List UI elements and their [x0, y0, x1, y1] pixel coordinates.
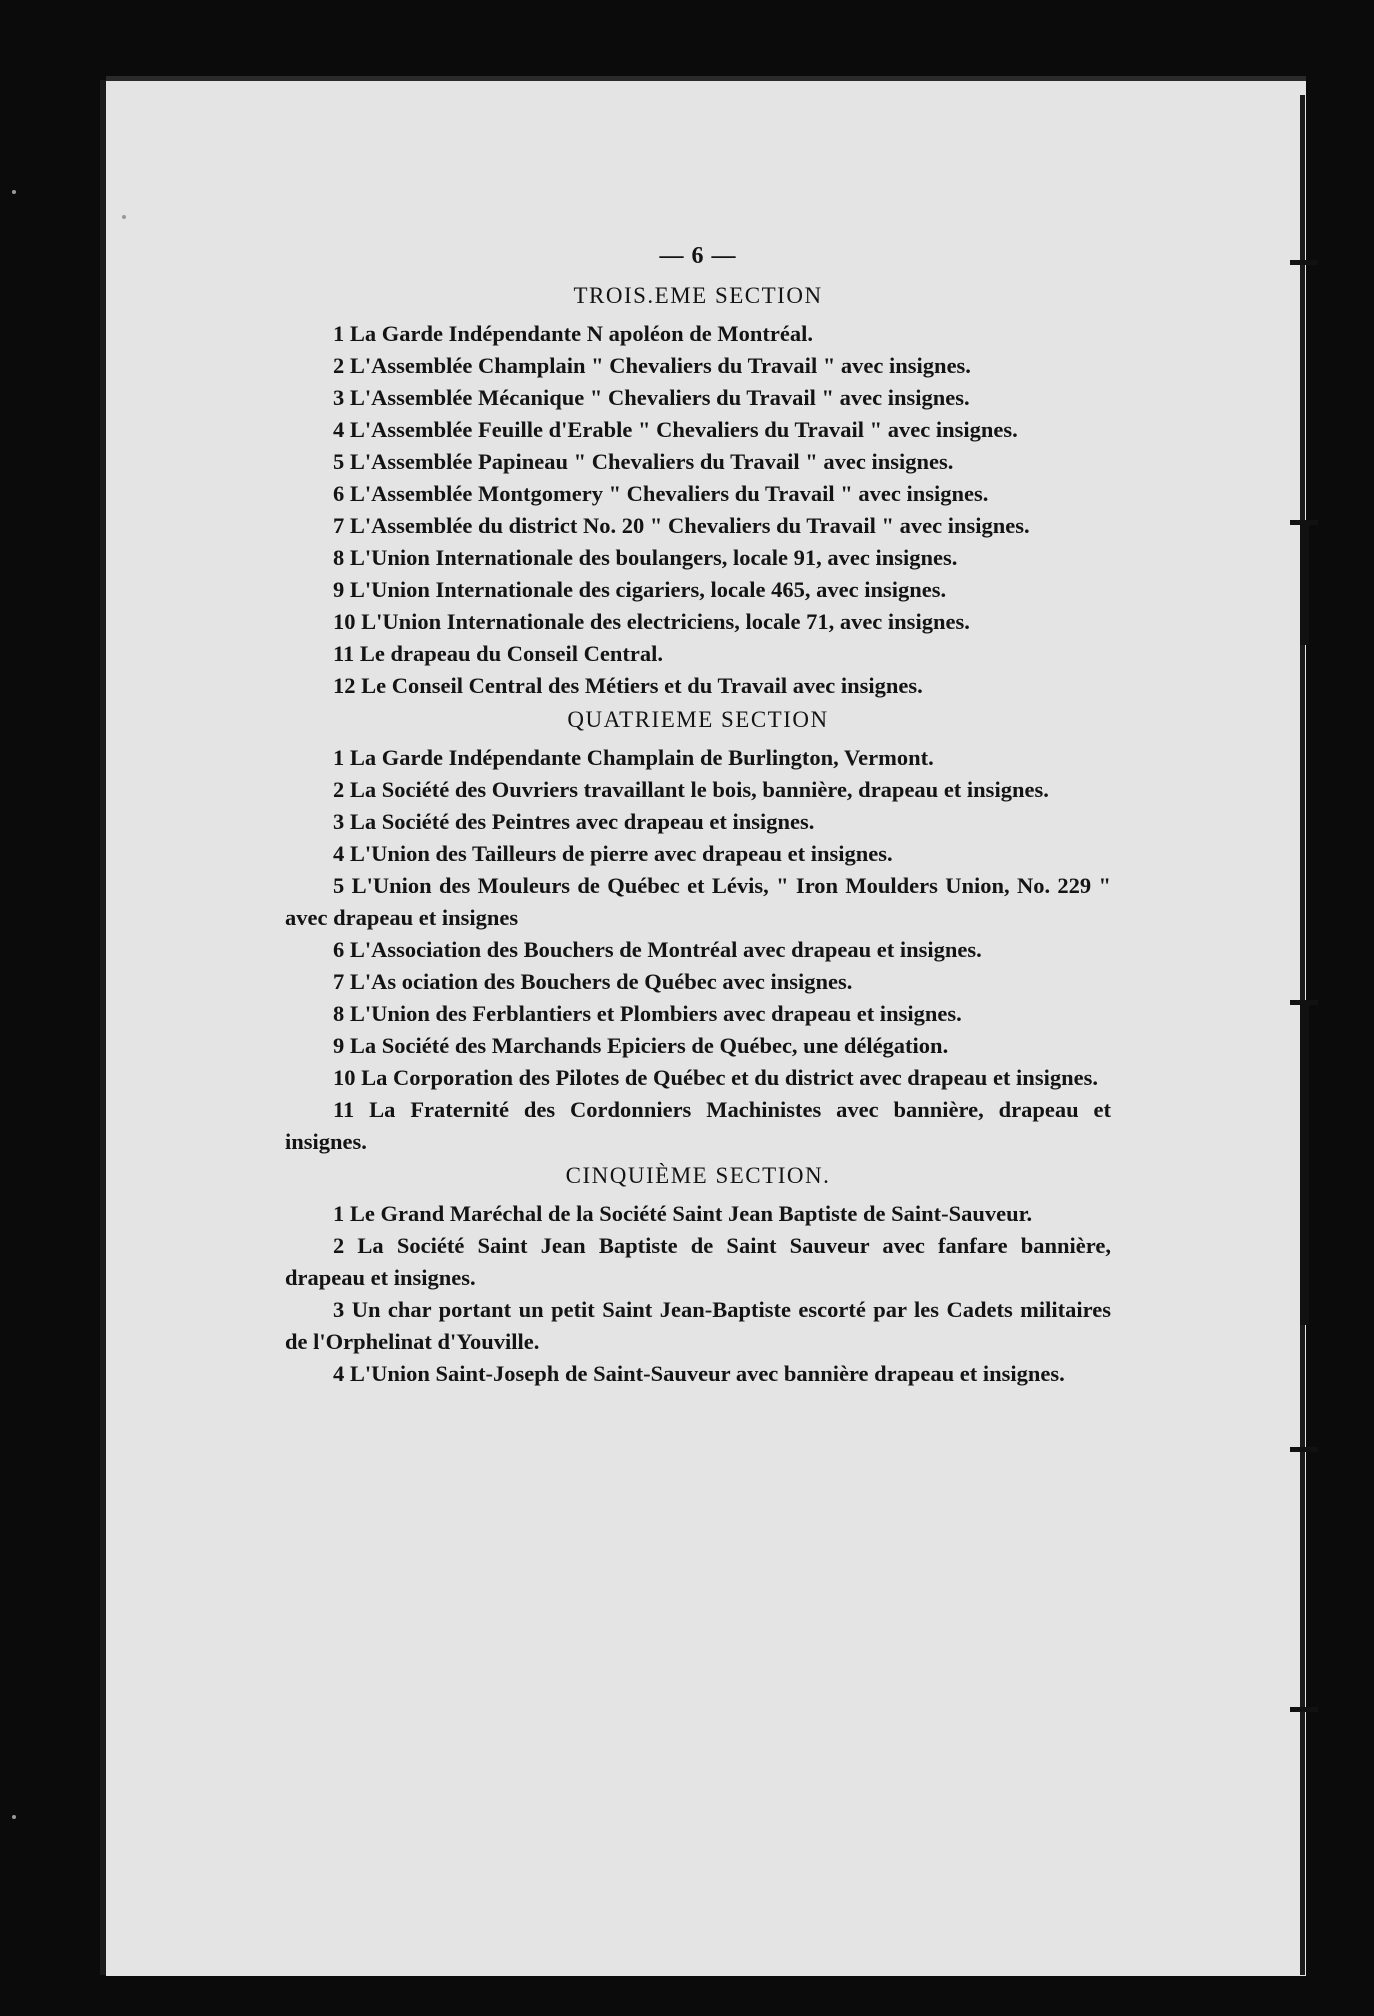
- list-item: 4 L'Union Saint-Joseph de Saint-Sauveur avec bannière drapeau et insignes.: [333, 1361, 1065, 1386]
- list-item: 1 Le Grand Maréchal de la Société Saint Jean Baptiste de Saint-Sauveur.: [333, 1201, 1033, 1226]
- section-title: CINQUIÈME SECTION.: [565, 1163, 831, 1188]
- list-item: 11 Le drapeau du Conseil Central.: [333, 641, 664, 666]
- list-item: 1 La Garde Indépendante Champlain de Burlington, Vermont.: [333, 745, 934, 770]
- page-number: — 6 —: [659, 243, 737, 269]
- list-item: 10 La Corporation des Pilotes de Québec et du district avec drapeau et insignes.: [333, 1065, 1098, 1090]
- scan-speck: [122, 215, 126, 219]
- list-item: 3 Un char portant un petit Saint Jean-Baptiste escorté par les Cadets militaires de l'Orphelinat d'Youville.: [285, 1297, 1111, 1354]
- list-item: 2 L'Assemblée Champlain " Chevaliers du Travail " avec insignes.: [333, 353, 971, 378]
- binding-mark: [1290, 260, 1318, 265]
- binding-mark: [1290, 1447, 1318, 1452]
- section-4: [285, 704, 1111, 1158]
- list-item: 3 La Société des Peintres avec drapeau et insignes.: [333, 809, 815, 834]
- list-item: 8 L'Union Internationale des boulangers, locale 91, avec insignes.: [333, 545, 958, 570]
- list-item: 4 L'Union des Tailleurs de pierre avec drapeau et insignes.: [333, 841, 893, 866]
- binding-mark: [1290, 1707, 1318, 1712]
- list-item: 1 La Garde Indépendante N apoléon de Montréal.: [333, 321, 814, 346]
- list-item: 4 L'Assemblée Feuille d'Erable " Chevaliers du Travail " avec insignes.: [333, 417, 1018, 442]
- list-item: 2 La Société Saint Jean Baptiste de Saint Sauveur avec fanfare bannière, drapeau et insignes.: [285, 1233, 1111, 1290]
- scan-speck: [12, 190, 16, 194]
- list-item: 7 L'As ociation des Bouchers de Québec avec insignes.: [333, 969, 853, 994]
- list-item: 9 L'Union Internationale des cigariers, locale 465, avec insignes.: [333, 577, 947, 602]
- list-item: 3 L'Assemblée Mécanique " Chevaliers du Travail " avec insignes.: [333, 385, 970, 410]
- list-item: 6 L'Association des Bouchers de Montréal avec drapeau et insignes.: [333, 937, 982, 962]
- list-item: 12 Le Conseil Central des Métiers et du Travail avec insignes.: [333, 673, 923, 698]
- binding-band: [1300, 525, 1309, 645]
- section-title: QUATRIEME SECTION: [567, 707, 829, 732]
- list-item: 6 L'Assemblée Montgomery " Chevaliers du Travail " avec insignes.: [333, 481, 989, 506]
- list-item: 2 La Société des Ouvriers travaillant le bois, bannière, drapeau et insignes.: [333, 777, 1049, 802]
- document-text: [285, 240, 1111, 1390]
- list-item: 7 L'Assemblée du district No. 20 " Chevaliers du Travail " avec insignes.: [333, 513, 1030, 538]
- binding-band: [1300, 1005, 1309, 1325]
- list-item: 5 L'Union des Mouleurs de Québec et Lévis, " Iron Moulders Union, No. 229 " avec drapeau et insignes: [285, 873, 1111, 930]
- scan-speck: [12, 1815, 16, 1819]
- binding-marks: [1300, 95, 1316, 1975]
- section-3: [285, 280, 1111, 702]
- list-item: 8 L'Union des Ferblantiers et Plombiers avec drapeau et insignes.: [333, 1001, 962, 1026]
- list-item: 5 L'Assemblée Papineau " Chevaliers du Travail " avec insignes.: [333, 449, 954, 474]
- list-item: 9 La Société des Marchands Epiciers de Québec, une délégation.: [333, 1033, 949, 1058]
- list-item: 11 La Fraternité des Cordonniers Machinistes avec bannière, drapeau et insignes.: [285, 1097, 1111, 1154]
- section-title: TROIS.EME SECTION: [573, 283, 823, 308]
- section-5: [285, 1160, 1111, 1390]
- list-item: 10 L'Union Internationale des electriciens, locale 71, avec insignes.: [333, 609, 970, 634]
